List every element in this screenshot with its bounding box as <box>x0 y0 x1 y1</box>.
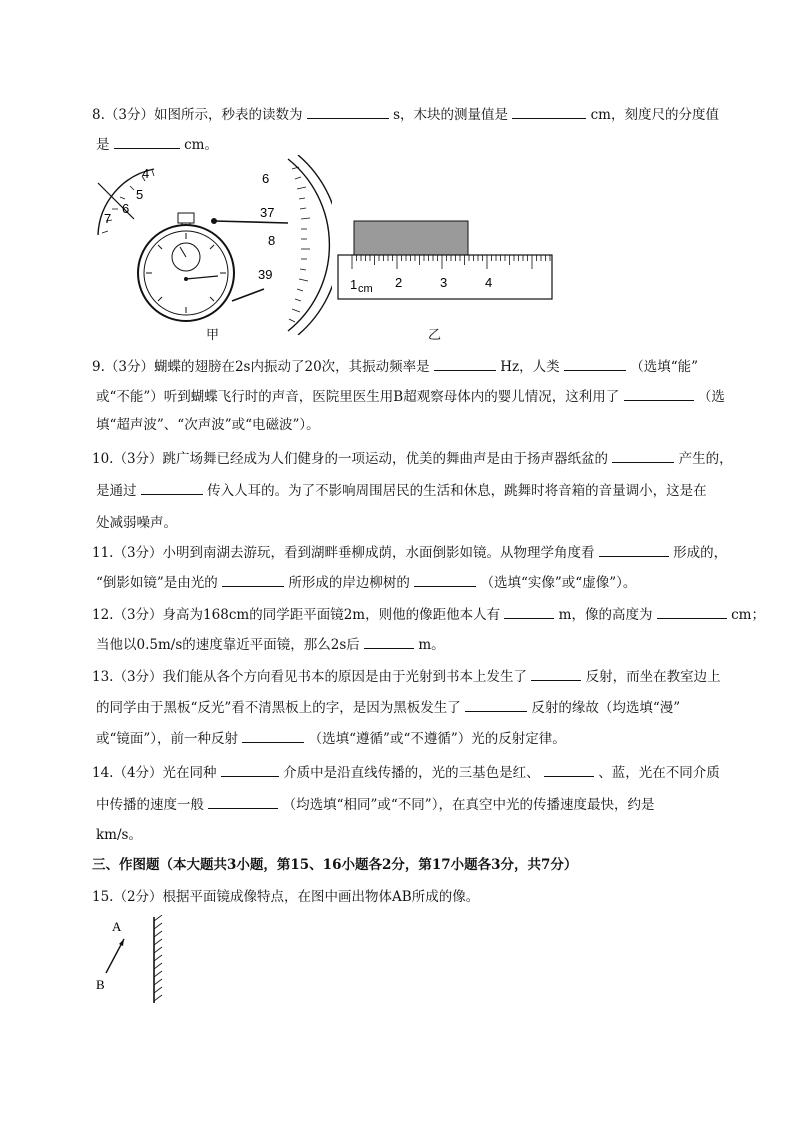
dial-small-6: 6 <box>122 201 130 216</box>
mirror-figure <box>92 915 172 1010</box>
stopwatch-figure <box>92 155 332 335</box>
q10-line3: 处减弱噪声。 <box>96 515 177 531</box>
q11-blank-shadow[interactable] <box>599 542 669 557</box>
q10-blank-source[interactable] <box>612 448 674 463</box>
q11-blank-image[interactable] <box>414 572 476 587</box>
q11-line1: 11.（3分）小明到南湖去游玩，看到湖畔垂柳成荫，水面倒影如镜。从物理学角度看 形成的， <box>92 541 727 561</box>
dial-big-6: 6 <box>262 171 270 186</box>
q12-blank-distance[interactable] <box>504 604 554 619</box>
q10-blank-medium[interactable] <box>141 480 203 495</box>
q8-blank-division[interactable] <box>114 134 180 149</box>
section-3-heading: 三、作图题（本大题共3小题，第15、16小题各2分，第17小题各3分，共7分） <box>92 857 578 873</box>
q13-line2: 的同学由于黑板“反光”看不清黑板上的字，是因为黑板发生了 反射的缘故（均选填“漫” <box>96 696 680 716</box>
q14-line1: 14.（4分）光在同种 介质中是沿直线传播的，光的三基色是红、 、蓝，光在不同介质 <box>92 761 720 781</box>
q9-blank-frequency[interactable] <box>434 356 496 371</box>
ruler-unit: cm <box>358 283 373 295</box>
point-a-label: A <box>112 919 122 934</box>
dial-big-37: 37 <box>260 205 275 220</box>
q8-blank-length[interactable] <box>512 104 586 119</box>
q12-blank-after[interactable] <box>364 634 414 649</box>
q11-blank-light[interactable] <box>222 572 284 587</box>
q13-blank-law[interactable] <box>242 728 304 743</box>
q13-line1: 13.（3分）我们能从各个方向看见书本的原因是由于光射到书本上发生了 反射，而坐在教室边上 <box>92 665 721 685</box>
q13-blank-reflect1[interactable] <box>531 666 581 681</box>
q12-blank-height[interactable] <box>657 604 727 619</box>
q12-line1: 12.（3分）身高为168cm的同学距平面镜2m，则他的像距他本人有 m，像的高度为 cm； <box>92 603 765 623</box>
q8-line1: 8.（3分）如图所示，秒表的读数为 s，木块的测量值是 cm，刻度尺的分度值 <box>92 103 719 123</box>
fig-jia-caption: 甲 <box>206 328 220 343</box>
ruler-label-4: 4 <box>485 275 493 290</box>
q10-line2: 是通过 传入人耳的。为了不影响周围居民的生活和休息，跳舞时将音箱的音量调小，这是在 <box>96 479 707 499</box>
q15-line1: 15.（2分）根据平面镜成像特点，在图中画出物体AB所成的像。 <box>92 889 480 905</box>
dial-small-7: 7 <box>104 211 112 226</box>
q14-blank-color[interactable] <box>544 762 594 777</box>
dial-small-5: 5 <box>136 187 144 202</box>
dial-small-4: 4 <box>142 166 150 181</box>
q13-line3: 或“镜面”），前一种反射 （选填“遵循”或“不遵循”）光的反射定律。 <box>96 727 566 747</box>
q9-blank-wave[interactable] <box>624 386 694 401</box>
fig-yi-caption: 乙 <box>428 328 442 343</box>
dial-big-39: 39 <box>258 267 273 282</box>
ruler-label-3: 3 <box>440 275 448 290</box>
q9-line2: 或“不能”）听到蝴蝶飞行时的声音，医院里医生用B超观察母体内的婴儿情况，这利用了 （选 <box>96 385 725 405</box>
point-b-label: B <box>96 977 105 992</box>
q8-line2: 是 cm。 <box>96 133 218 153</box>
q11-line2: “倒影如镜”是由光的 所形成的岸边柳树的 （选填“实像”或“虚像”）。 <box>96 571 636 591</box>
ruler-label-1: 1 <box>350 277 358 292</box>
ruler-label-2: 2 <box>395 275 403 290</box>
q9-blank-hear[interactable] <box>564 356 626 371</box>
q13-blank-reflect2[interactable] <box>465 697 527 712</box>
ruler-figure <box>336 215 556 305</box>
q14-line2: 中传播的速度一般 （均选填“相同”或“不同”），在真空中光的传播速度最快，约是 <box>96 793 654 813</box>
q10-line1: 10.（3分）跳广场舞已经成为人们健身的一项运动，优美的舞曲声是由于扬声器纸盆的 产生的， <box>92 447 733 467</box>
dial-big-8: 8 <box>268 233 276 248</box>
q8-blank-stopwatch[interactable] <box>307 104 389 119</box>
q14-line3: km/s。 <box>96 827 142 843</box>
q12-line2: 当他以0.5m/s的速度靠近平面镜，那么2s后 m。 <box>96 633 445 653</box>
q14-blank-speed[interactable] <box>208 794 278 809</box>
q14-blank-medium[interactable] <box>221 762 279 777</box>
q9-line1: 9.（3分）蝴蝶的翅膀在2s内振动了20次，其振动频率是 Hz，人类 （选填“能” <box>92 355 698 375</box>
q9-line3: 填“超声波”、“次声波”或“电磁波”）。 <box>96 417 320 433</box>
